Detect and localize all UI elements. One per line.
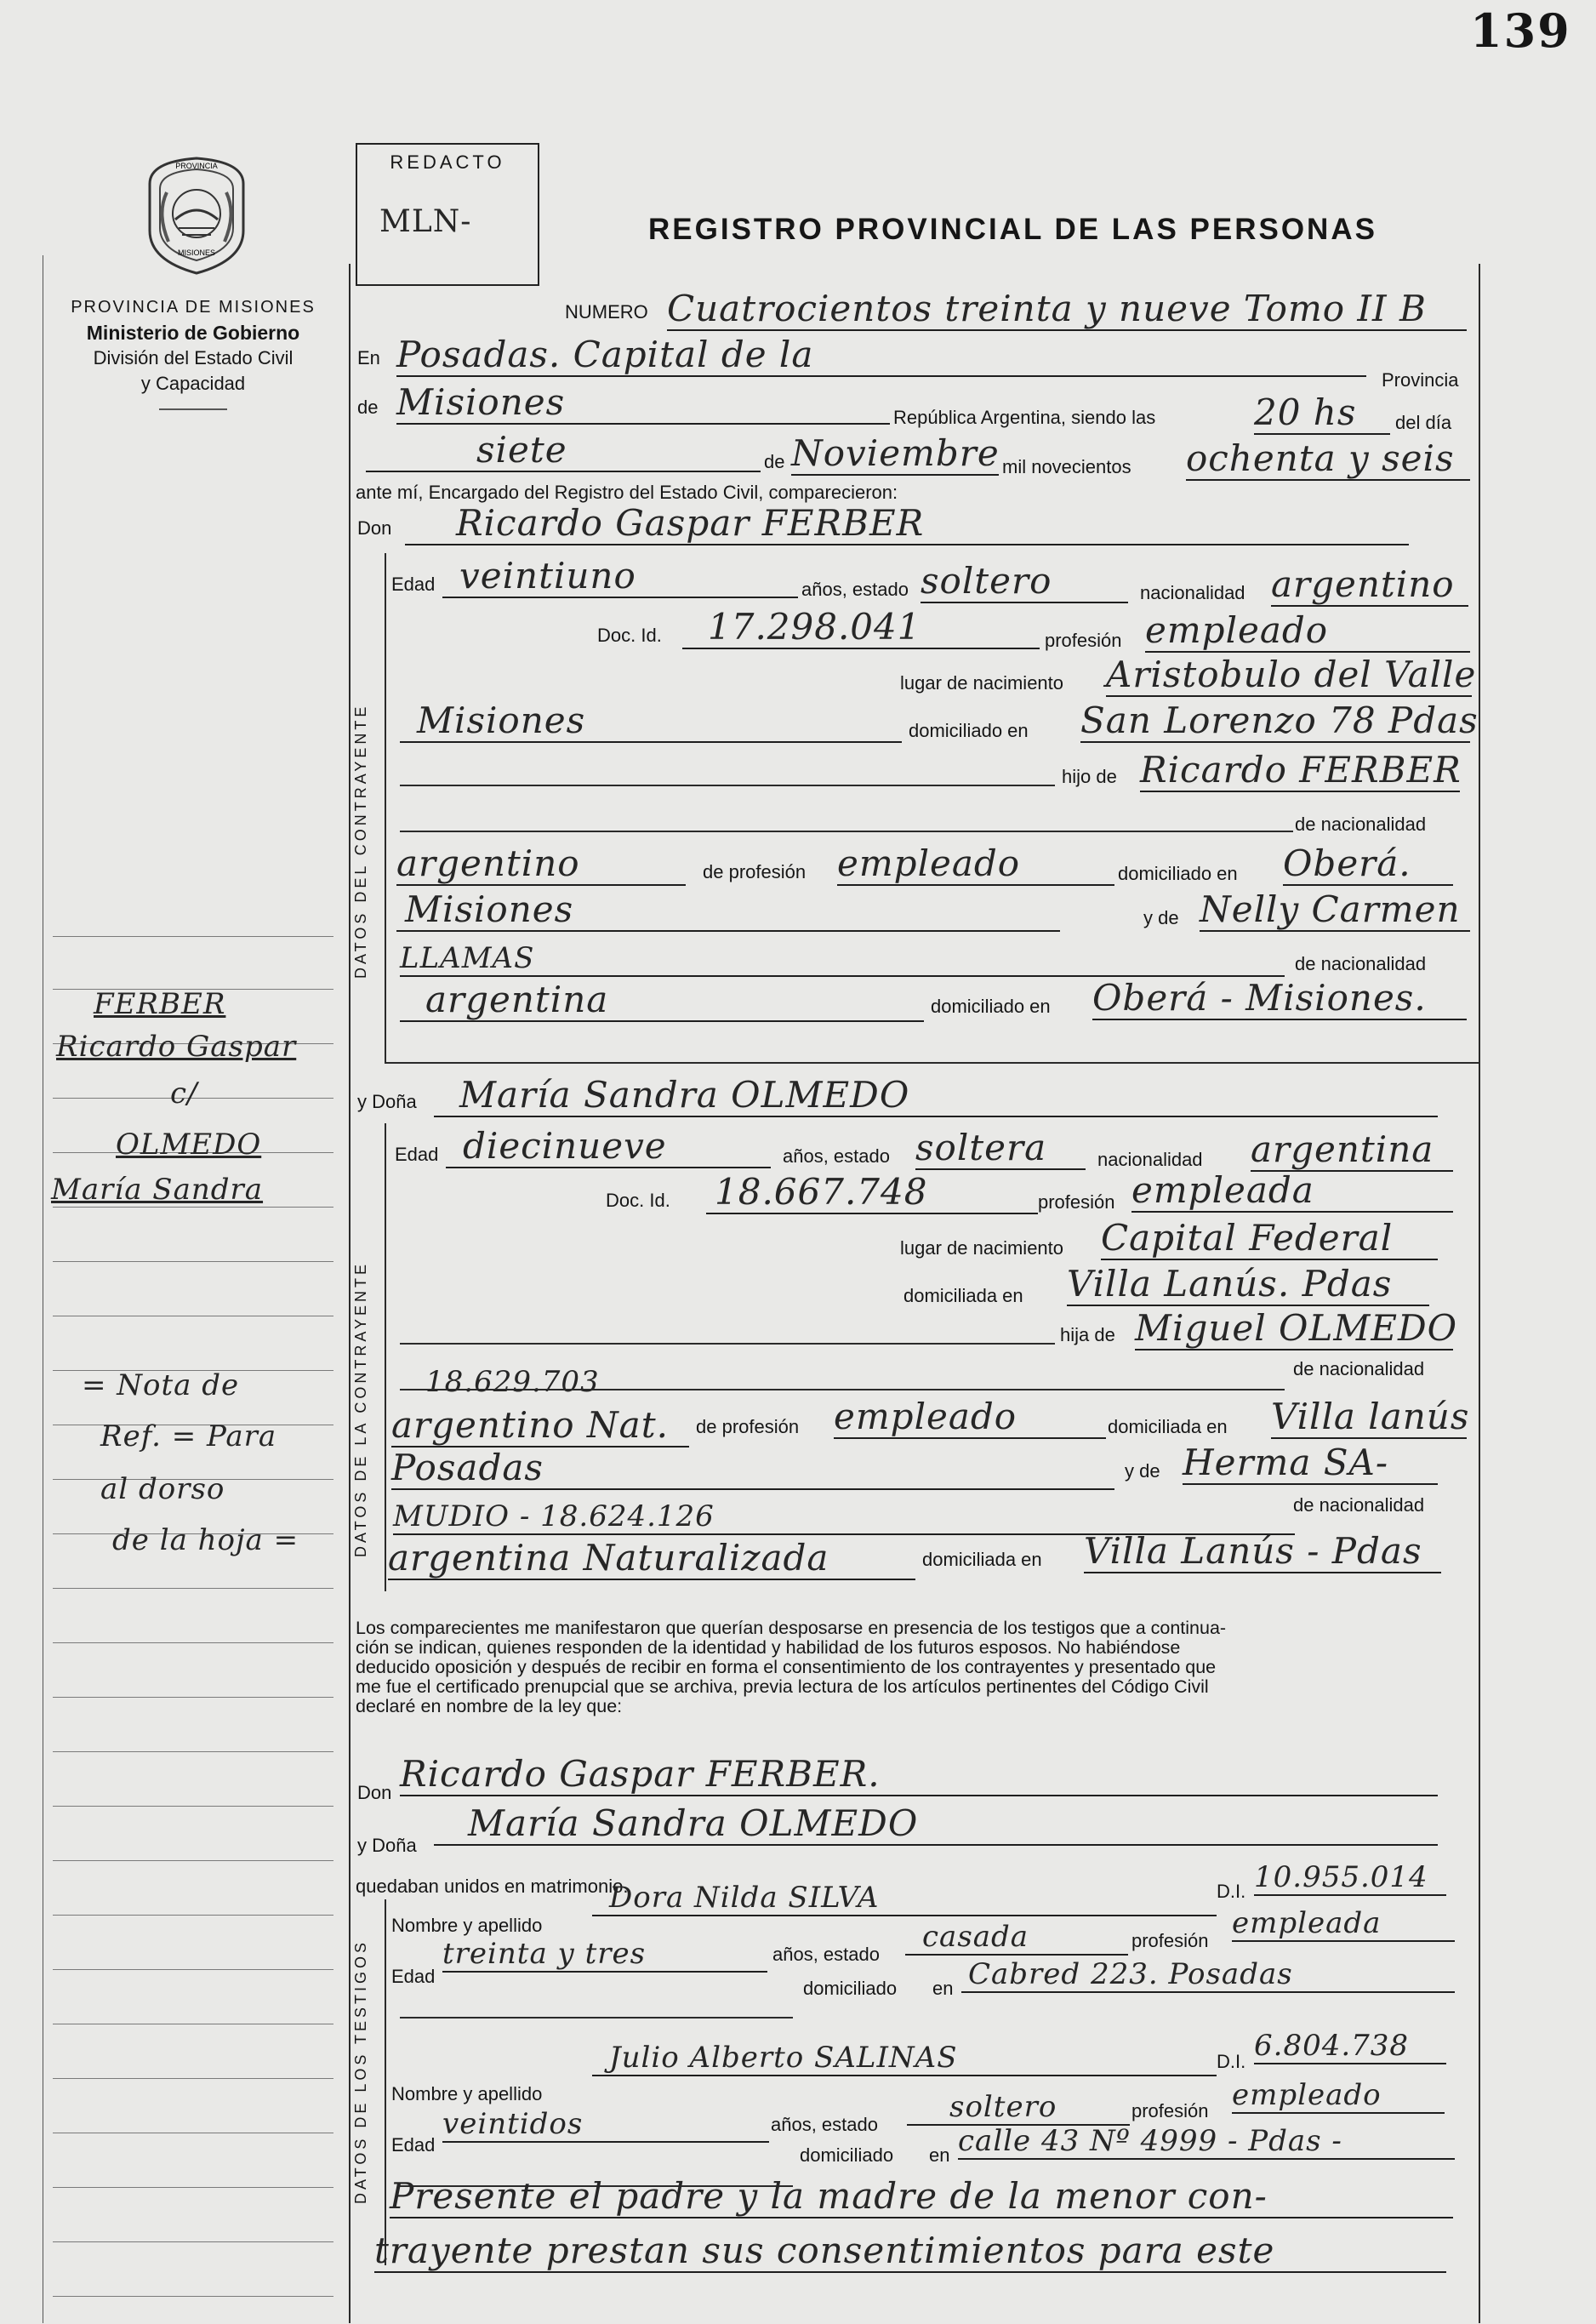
testigo1-edad: treinta y tres — [442, 1937, 767, 1973]
lugar-label-f: lugar de nacimiento — [900, 1237, 1064, 1259]
doc-label-f: Doc. Id. — [606, 1190, 670, 1211]
profesion-label-t2: profesión — [1131, 2100, 1209, 2121]
de-value: Misiones — [396, 381, 890, 425]
contrayente-f-profesion: empleada — [1131, 1169, 1453, 1213]
margin-note2: Ref. = Para — [100, 1419, 277, 1453]
union-don: Ricardo Gaspar FERBER. — [400, 1753, 1438, 1796]
ante-mi-text: ante mí, Encargado del Registro del Estado Civil, comparecieron: — [356, 482, 898, 503]
madre-apellido-f: MUDIO - 18.624.126 — [393, 1499, 1295, 1535]
contrayente-f-edad: diecinueve — [446, 1125, 771, 1168]
contrayente-f-doc: 18.667.748 — [706, 1171, 1038, 1214]
de-nac-label-f2: de nacionalidad — [1293, 1494, 1425, 1516]
madre-apellido-c: LLAMAS — [400, 941, 1285, 977]
di-label-t1: D.I. — [1217, 1881, 1246, 1902]
declaracion-line: declaré en nombre de la ley que: — [356, 1696, 623, 1716]
testigo1-estado: casada — [905, 1920, 1128, 1956]
margin-surname2: OLMEDO — [116, 1128, 262, 1162]
domiciliado-label-t2: domiciliado — [800, 2144, 894, 2166]
testigo1-di: 10.955.014 — [1254, 1860, 1446, 1896]
margin-surname1: FERBER — [94, 987, 226, 1021]
province-name: PROVINCIA DE MISIONES — [71, 298, 316, 317]
seal-top-text: PROVINCIA — [175, 162, 218, 170]
y-dona-label: y Doña — [357, 1091, 417, 1112]
redacto-stamp — [356, 143, 539, 286]
nota-final-line1: Presente el padre y la madre de la menor con- — [390, 2175, 1453, 2218]
contrayente-estado: soltero — [921, 560, 1128, 603]
mes-value: Noviembre — [791, 432, 1000, 474]
contrayente-nombre: Ricardo Gaspar FERBER — [405, 502, 1409, 545]
hora-value: 20 hs — [1254, 391, 1390, 435]
domiciliada-label-f: domiciliada en — [903, 1285, 1023, 1306]
padre-prof-f: empleado — [834, 1396, 1106, 1439]
lugar-label-c: lugar de nacimiento — [900, 672, 1064, 694]
declaracion-block — [356, 1619, 1479, 1716]
de-nac-label-c1: de nacionalidad — [1295, 814, 1427, 835]
testigo2-nombre: Julio Alberto SALINAS — [592, 2041, 1217, 2076]
padre-nac-f: argentino Nat. — [391, 1404, 689, 1448]
declaracion-line: deducido oposición y después de recibir en forma el consentimiento de los contrayentes y presentado que — [356, 1657, 1217, 1677]
profesion-label-c: profesión — [1045, 630, 1122, 651]
padre-dom-f: Villa lanús — [1271, 1396, 1470, 1437]
doc-label-c: Doc. Id. — [597, 625, 662, 646]
de-label: de — [357, 397, 379, 418]
contrayente-f-domicilio: Villa Lanús. Pdas — [1067, 1263, 1429, 1306]
dom-label-c2: domiciliado en — [1118, 863, 1238, 884]
margin-note1: = Nota de — [82, 1368, 240, 1402]
margin-note3: al dorso — [100, 1472, 225, 1506]
contrayente-lugar: Aristobulo del Valle — [1106, 654, 1477, 695]
label-datos-contrayente: DATOS DEL CONTRAYENTE — [352, 703, 369, 979]
provincia-label: Provincia — [1382, 369, 1459, 391]
edad-label-c: Edad — [391, 574, 436, 595]
hijo-de-label: hijo de — [1062, 766, 1117, 787]
label-datos-contrayente-f: DATOS DE LA CONTRAYENTE — [352, 1260, 369, 1557]
republica-label: República Argentina, siendo las — [893, 407, 1156, 428]
padre-dom-c: Oberá. — [1283, 842, 1453, 886]
dom-label-c3: domiciliado en — [931, 996, 1051, 1017]
testigo2-di: 6.804.738 — [1254, 2029, 1446, 2064]
en-value: Posadas. Capital de la — [396, 334, 1366, 377]
de-prof-label-c: de profesión — [703, 861, 807, 882]
issuer-block — [44, 294, 342, 410]
margin-name1: Ricardo Gaspar — [56, 1030, 297, 1064]
margin-name2: María Sandra — [51, 1173, 264, 1207]
de-prof-label-f: de profesión — [696, 1416, 800, 1437]
testigo1-profesion: empleada — [1232, 1906, 1455, 1942]
nota-final-line2: trayente prestan sus consentimientos para este — [374, 2230, 1446, 2273]
edad-label-t2: Edad — [391, 2134, 436, 2156]
edad-label-t1: Edad — [391, 1966, 436, 1987]
testigo2-profesion: empleado — [1232, 2078, 1445, 2114]
contrayente-f-lugar: Capital Federal — [1101, 1217, 1438, 1260]
contrayente-f-nacionalidad: argentina — [1251, 1128, 1453, 1172]
don-label-2: Don — [357, 1782, 392, 1803]
profesion-label-f: profesión — [1038, 1191, 1115, 1213]
contrayente-f-nombre: María Sandra OLMEDO — [434, 1074, 1438, 1117]
page-number: 139 — [1470, 3, 1571, 58]
declaracion-line: me fue el certificado prenupcial que se archiva, previa lectura de los artículos pertinentes del Código Civil — [356, 1676, 1209, 1697]
quedaban-text: quedaban unidos en matrimonio. — [356, 1876, 629, 1897]
y-de-label-c: y de — [1143, 907, 1179, 928]
hija-de-label: hija de — [1060, 1324, 1115, 1345]
y-dona-label-2: y Doña — [357, 1835, 417, 1856]
padre-nombre-c: Ricardo FERBER — [1140, 749, 1462, 791]
madre-nombre-f: Herma SA- — [1183, 1442, 1438, 1485]
padre-dom2-f: Posadas — [391, 1447, 1114, 1490]
madre-dom-f: Villa Lanús - Pdas — [1084, 1530, 1441, 1573]
ministry-name: Ministerio de Gobierno — [86, 322, 300, 344]
division-line2: y Capacidad — [140, 373, 246, 394]
margin-note4: de la hoja = — [112, 1523, 299, 1557]
union-dona: María Sandra OLMEDO — [434, 1802, 1438, 1846]
nombre-label-t2: Nombre y apellido — [391, 2083, 543, 2104]
contrayente-doc: 17.298.041 — [682, 606, 1040, 649]
de-nac-label-c2: de nacionalidad — [1295, 953, 1427, 974]
testigo1-domicilio: Cabred 223. Posadas — [961, 1957, 1455, 1993]
padre-nac-c: argentino — [396, 842, 686, 886]
testigo2-edad: veintidos — [442, 2107, 769, 2143]
edad-label-f: Edad — [395, 1144, 439, 1165]
di-label-t2: D.I. — [1217, 2051, 1246, 2072]
redacto-label: REDACTO — [390, 151, 505, 173]
testigo1-nombre: Dora Nilda SILVA — [592, 1881, 1217, 1916]
nombre-label-t1: Nombre y apellido — [391, 1915, 543, 1936]
testigo2-domicilio: calle 43 Nº 4999 - Pdas - — [958, 2124, 1455, 2160]
declaracion-line: ción se indican, quienes responden de la identidad y habilidad de los futuros esposos. No habiéndose — [356, 1637, 1181, 1658]
seal-bottom-text: MISIONES — [177, 248, 216, 257]
padre-dom2-c: Misiones — [396, 888, 1060, 932]
anios-label-c: años, estado — [801, 579, 909, 600]
profesion-label-t1: profesión — [1131, 1930, 1209, 1951]
anios-label-f: años, estado — [783, 1145, 890, 1167]
domiciliado-label-c: domiciliado en — [909, 720, 1029, 741]
contrayente-f-estado: soltera — [915, 1127, 1086, 1170]
padre-prof-c: empleado — [837, 842, 1114, 886]
domiciliado-label-t1: domiciliado — [803, 1978, 898, 1999]
en-label-t1: en — [932, 1978, 954, 1999]
y-de-label-f: y de — [1125, 1460, 1160, 1482]
madre-dom-c: Oberá - Misiones. — [1092, 977, 1467, 1020]
anios-label-t1: años, estado — [772, 1944, 880, 1965]
mil-label: mil novecientos — [1002, 456, 1131, 477]
division-line1: División del Estado Civil — [93, 347, 294, 368]
del-dia-label: del día — [1395, 412, 1452, 433]
dia-value: siete — [366, 429, 761, 472]
madre-nac-c: argentina — [400, 979, 924, 1022]
don-label: Don — [357, 517, 392, 539]
document-title: REGISTRO PROVINCIAL DE LAS PERSONAS — [648, 213, 1377, 246]
madre-nac-f: argentina Naturalizada — [388, 1537, 915, 1580]
margin-conector: c/ — [170, 1076, 198, 1111]
padre-doc-f: 18.629.703 — [425, 1365, 600, 1399]
en-label: En — [357, 347, 380, 368]
de2-label: de — [764, 451, 785, 472]
redacto-initials: MLN- — [379, 204, 472, 239]
nac-label-f: nacionalidad — [1097, 1149, 1203, 1170]
contrayente-domicilio: San Lorenzo 78 Pdas — [1080, 699, 1479, 741]
contrayente-lugar2: Misiones — [400, 699, 902, 743]
label-datos-testigos: DATOS DE LOS TESTIGOS — [352, 1939, 369, 2204]
declaracion-line: Los comparecientes me manifestaron que querían desposarse en presencia de los testigos que a continua- — [356, 1618, 1227, 1638]
anios-label-t2: años, estado — [771, 2114, 878, 2135]
madre-nombre-c: Nelly Carmen — [1200, 888, 1470, 932]
anio-value: ochenta y seis — [1186, 437, 1470, 481]
testigo2-estado: soltero — [907, 2090, 1130, 2126]
nac-label-c: nacionalidad — [1140, 582, 1245, 603]
numero-value: Cuatrocientos treinta y nueve Tomo II B — [667, 288, 1467, 331]
contrayente-profesion: empleado — [1145, 609, 1470, 653]
domiciliada-label-f3: domiciliada en — [922, 1549, 1042, 1570]
contrayente-edad: veintiuno — [442, 555, 798, 598]
contrayente-nacionalidad: argentino — [1271, 563, 1468, 607]
en-label-t2: en — [929, 2144, 950, 2166]
numero-label: NUMERO — [565, 301, 648, 323]
de-nac-label-f1: de nacionalidad — [1293, 1358, 1425, 1379]
domiciliada-label-f2: domiciliada en — [1108, 1416, 1228, 1437]
coat-of-arms-seal — [141, 150, 252, 277]
padre-nombre-f: Miguel OLMEDO — [1135, 1307, 1458, 1349]
